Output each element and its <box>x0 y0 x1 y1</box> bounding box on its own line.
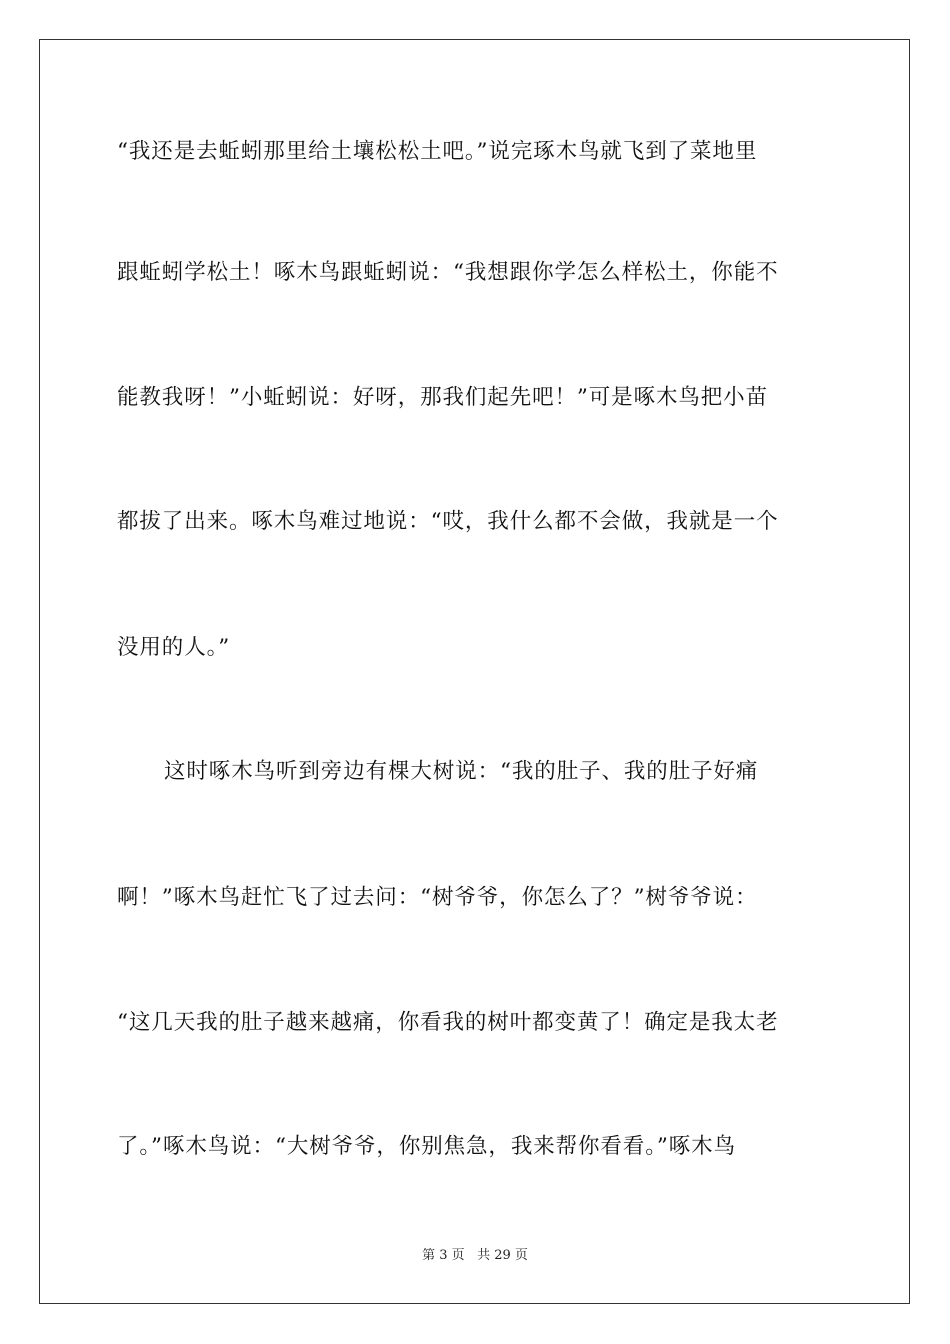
text-line-7: 啊！”啄木鸟赶忙飞了过去问：“树爷爷，你怎么了？”树爷爷说： <box>117 885 758 910</box>
page-footer <box>0 1247 950 1265</box>
text-line-3: 能教我呀！”小蚯蚓说：好呀，那我们起先吧！”可是啄木鸟把小苗 <box>117 385 768 410</box>
text-line-9: 了。”啄木鸟说：“大树爷爷，你别焦急，我来帮你看看。”啄木鸟 <box>117 1134 736 1159</box>
text-line-6-paragraph-start: 这时啄木鸟听到旁边有棵大树说：“我的肚子、我的肚子好痛 <box>164 759 759 784</box>
text-line-5: 没用的人。” <box>117 635 231 660</box>
page-number: 第 3 页 <box>422 1248 465 1263</box>
text-line-1: “我还是去蚯蚓那里给土壤松松土吧。”说完琢木鸟就飞到了菜地里 <box>117 139 758 164</box>
text-line-8: “这几天我的肚子越来越痛，你看我的树叶都变黄了！确定是我太老 <box>117 1010 779 1035</box>
text-line-4: 都拔了出来。啄木鸟难过地说：“哎，我什么都不会做，我就是一个 <box>117 509 779 534</box>
page-total: 共 29 页 <box>477 1248 528 1263</box>
text-line-2: 跟蚯蚓学松土！啄木鸟跟蚯蚓说：“我想跟你学怎么样松土，你能不 <box>117 260 779 285</box>
page-border <box>39 39 910 1304</box>
